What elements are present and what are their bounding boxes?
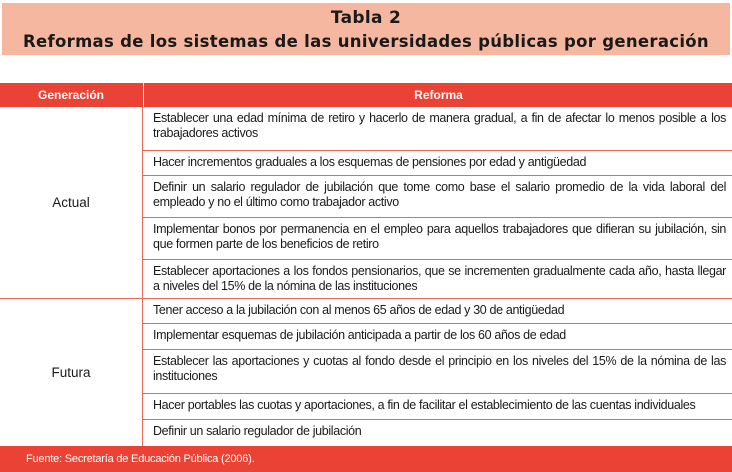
reform-row: Hacer portables las cuotas y aportaciones, a fin de facilitar el establecimiento de las cuentas individuales	[143, 394, 732, 420]
source-footer: Fuente: Secretaría de Educación Pública (2006).	[0, 446, 732, 472]
table-number: Tabla 2	[330, 8, 402, 28]
table-title: Reformas de los sistemas de las universidades públicas por generación	[23, 32, 709, 51]
generation-cell: Futura	[0, 299, 143, 446]
header-generation: Generación	[37, 88, 105, 102]
table-header-row	[0, 83, 732, 107]
reform-row: Establecer aportaciones a los fondos pensionarios, que se incrementen gradualmente cada año, hasta llegar a niveles del 15% de la nómina de las instituciones	[153, 264, 726, 293]
generation-cell: Actual	[0, 107, 143, 298]
reform-row: Definir un salario regulador de jubilación que tome como base el salario promedio de la vida laboral del empleado y no el último como trabajador activo	[143, 176, 732, 218]
reform-row: Implementar esquemas de jubilación anticipada a partir de los 60 años de edad	[143, 324, 732, 350]
header-reform: Reforma	[143, 83, 732, 107]
reform-row: Implementar bonos por permanencia en el empleo para aquellos trabajadores que difieran su jubilación, sin que formen parte de los beneficios de retiro	[143, 218, 732, 260]
reform-row: Tener acceso a la jubilación con al menos 65 años de edad y 30 de antigüedad	[143, 299, 732, 324]
reform-row: Definir un salario regulador de jubilación	[153, 424, 362, 438]
reform-row: Establecer las aportaciones y cuotas al fondo desde el principio en los niveles del 15% de la nómina de las instituciones	[143, 350, 732, 394]
reform-row: Hacer incrementos graduales a los esquemas de pensiones por edad y antigüedad	[143, 151, 732, 176]
table-title-banner	[2, 3, 730, 55]
reform-row: Establecer una edad mínima de retiro y hacerlo de manera gradual, a fin de afectar lo menos posible a los trabajadores activos	[143, 107, 732, 151]
group-actual	[0, 107, 732, 298]
group-futura	[0, 299, 732, 446]
